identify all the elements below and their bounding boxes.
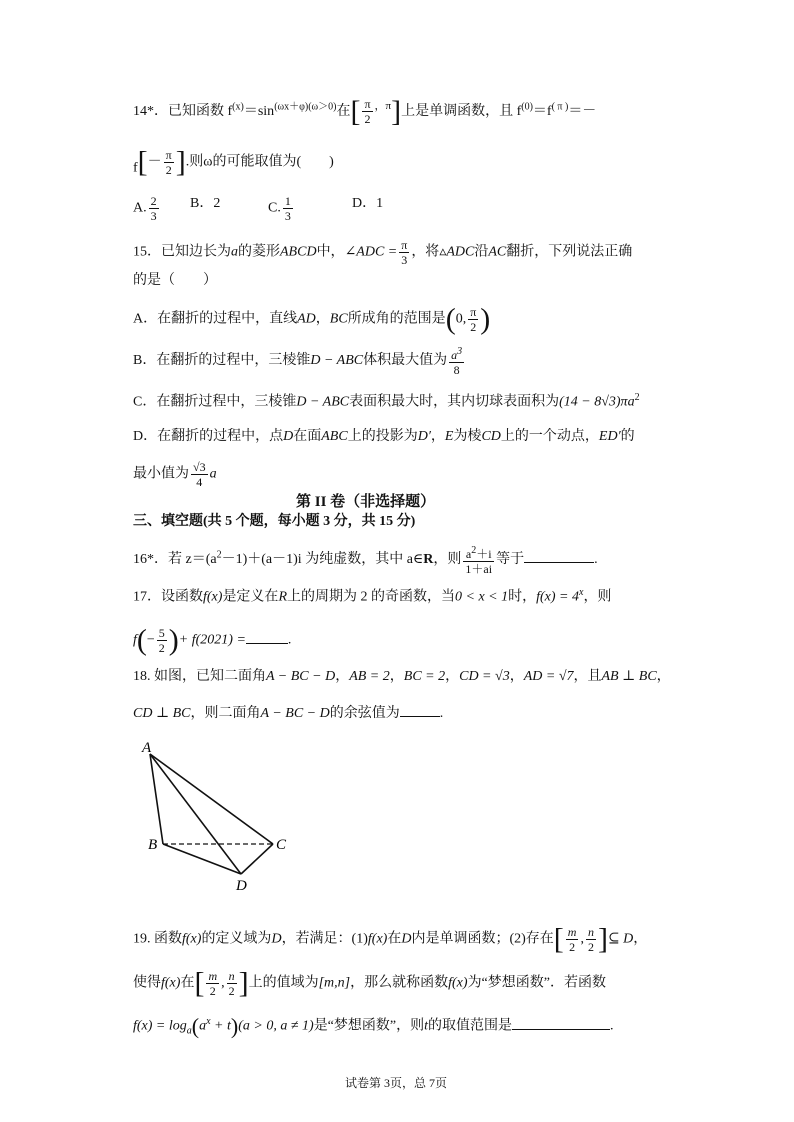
q15-text: A．在翻折的过程中，直线 [133,311,298,327]
q19-frac-m-2-b [206,969,219,998]
q14-line1 [133,96,596,126]
q19-text: 是“梦想函数”，则 [313,1018,425,1034]
q15-option-d [133,427,635,447]
frac-den: 8 [453,363,460,377]
q15-math: ABC [321,429,348,444]
q15-math: ABCD [280,244,317,260]
q19-frac-n-2-b [227,969,237,998]
q17-math: f(x) [203,589,223,605]
q16-text: (a [205,552,217,568]
q17-answer-blank[interactable] [246,629,288,644]
frac-num: ＋i [476,547,492,561]
q19-math: a [199,1018,207,1034]
q17-text: 时， [508,589,537,605]
q15-text: 上的投影为 [347,429,418,444]
q14-text: ， [374,100,386,112]
frac-num: m [567,925,577,939]
q19-text: ，那么就称函数 [350,975,449,991]
q15-text: 为棱 [453,429,482,444]
q15-text: 上的一个动点， [500,429,599,444]
q18-text: ，且 [573,669,602,684]
frac-den: 4 [196,475,203,489]
q15-math: ∠ADC = [344,244,398,260]
q16-text: 2 [216,549,222,561]
q16-text: 等于 [496,552,525,568]
q15-frac-pi-3 [399,238,409,267]
frac-num: 1 [284,194,291,208]
q15-text: ， [315,311,330,327]
q15-text: 体积最大值为 [363,353,448,369]
q19-math: x [206,1016,211,1027]
q15-math: E [444,429,454,444]
q19-math: f(x) [367,931,388,947]
q15-text: 最小值为 [133,466,189,482]
q17-line1 [133,583,611,608]
bracket-left: [ [350,94,361,128]
q14-text: ＝－ [568,104,597,119]
q15-frac-pi-2 [468,305,478,334]
q18-text: 18. 如图，已知二面角 [133,669,266,684]
q18-text: ，则二面角 [190,706,261,721]
dihedral-angle-figure [130,740,310,900]
q16-text: R [423,552,434,568]
page-footer: 试卷第 3页，总 7页 [345,1076,448,1090]
q19-math: f(x) [182,931,202,947]
frac-den: 2 [364,112,371,127]
q15-math: 2 [634,392,640,403]
q15-math: D − ABC [310,353,364,369]
q16-text: ，则 [433,552,462,568]
q19-line2: 使得f(x)在[ $\frac{m}{2}$ , $\frac{n}{2}$ ]上的值域为[m,n]，那么就称函数f(x)为“梦想函数”．若函数 [133,966,606,1000]
frac-den: 2 [587,940,594,954]
frac-num: 2 [150,194,157,208]
q16-frac [463,544,494,576]
q18-line1 [133,667,671,687]
frac-num: π [165,148,172,162]
frac-num: n [587,925,594,939]
q18-text: ， [656,669,671,684]
q19-text: ， [633,931,648,947]
frac-num: m [208,969,218,983]
q18-math: BC = 2 [403,669,446,684]
q14-text: 上是单调函数，且 f [401,104,522,119]
q19-math: f(x) [448,975,468,991]
q15-frac-a3-8 [449,345,464,377]
q19-math: f(x) [161,975,181,991]
q14-text: ＝f [532,104,552,119]
q19-text: 使得 [133,975,161,991]
q15-math: D [283,429,294,444]
q15-text: 15．已知边长为 [133,244,231,260]
q19-math: a [186,1025,192,1037]
vertex-label-b: B [148,837,158,853]
q15-text: 的 [620,429,635,444]
q15-math: CD [481,429,501,444]
q18-math: A − BC − D [266,669,336,684]
q18-text: 的余弦值为 [329,706,400,721]
frac-den: 1＋ai [465,562,493,576]
q19-frac-n-2 [586,925,596,954]
q15-text: 翻折，下列说法正确 [506,244,633,260]
q17-math: 0 < x < 1 [455,589,509,605]
q19-text: ，若满足：(1) [281,931,368,947]
frac-den: 2 [209,984,216,998]
q15-text: ，将 [411,244,440,260]
q18-math: CD = √3 [459,669,510,684]
q16-text: . [594,552,598,568]
q15-math: ED′ [598,429,621,444]
q19-text: 19. 函数 [133,931,182,947]
frac-den: 3 [401,253,408,267]
q18-text: ， [335,669,350,684]
option-label: C. [268,200,281,216]
q14-option-d: D．1 [352,196,384,211]
q15-text: 的菱形 [238,244,280,260]
frac-den: 3 [150,209,157,223]
bracket-right: ] [597,922,608,956]
section-title: 第 II 卷（非选择题） [296,494,436,510]
q19-line1: 19. 函数f(x)的定义域为D，若满足：(1)f(x)在D内是单调函数；(2)存在[ $\frac{m}{2}$ , $\frac{n}{2}$ ]⊆ D， [133,922,648,956]
q18-math: AB ⊥ BC [601,669,657,684]
q19-text: 在 [180,975,195,991]
q15-option-b [133,345,466,377]
frac-den: 2 [569,940,576,954]
q14-text: 14*．已知函数 f [133,104,233,119]
paren-right: ) [168,623,179,657]
q19-math: f(x) = log [133,1018,187,1034]
q18-math: CD ⊥ BC [133,706,191,721]
q17-text: . [287,632,292,648]
frac-num: 5 [158,626,165,640]
q18-text: ， [445,669,460,684]
q19-text: 上的值域为 [248,975,319,991]
bracket-left: [ [553,922,564,956]
q18-math: AB = 2 [349,669,390,684]
frac-sup: 2 [471,545,477,556]
q17-text: 上的周期为 2 的奇函数，当 [287,589,455,605]
edge-ac [150,754,273,844]
q16-line [133,544,598,576]
q16-answer-blank[interactable] [524,548,594,563]
q14-text: (ωx＋φ)(ω＞0) [274,101,337,113]
q15-text: 表面积最大时，其内切球表面积为 [349,394,560,410]
q19-line3 [133,1012,614,1041]
frac-den: 3 [284,209,291,223]
q16-text: 16*．若 z＝ [133,552,206,568]
q17-math: + f(2021) = [178,632,246,648]
q17-math: f(x) = 4 [536,589,579,605]
vertex-label-d: D [236,878,247,894]
vertex-label-a: A [142,740,152,756]
q15-option-c [133,388,640,413]
q19-math: ⊆ D [607,931,634,947]
q17-math: R [278,589,287,605]
frac-den: 2 [165,163,172,177]
q15-text: C．在翻折过程中，三棱锥 [133,394,297,410]
frac-num: π [470,305,477,319]
q14-text: ( π ) [551,101,569,113]
q18-text: ， [389,669,404,684]
q18-math: AD = √7 [523,669,574,684]
vertex-label-c: C [276,837,287,853]
q14-text: (0) [521,101,533,113]
q18-math: A − BC − D [260,706,330,721]
q15-text: 所成角的范围是 [347,311,446,327]
q17-math: − [146,632,155,648]
q15-math: a [209,466,217,482]
q19-frac-m-2 [566,925,579,954]
q16-text: －1)＋(a－1)i 为纯虚数，其中 a∈ [221,552,424,568]
q15-option-a [133,302,491,336]
q17-text: 是定义在 [222,589,279,605]
q17-text: 17．设函数 [133,589,203,605]
q19-math: D [271,931,282,947]
paren-left: ( [191,1013,200,1039]
q17-math: x [578,587,584,598]
q15-frac-sqrt3-4 [191,460,208,489]
q17-frac-5-2 [157,626,167,655]
edge-cd [241,844,273,874]
q15-text: B．在翻折的过程中，三棱锥 [133,353,311,369]
q19-text: . [610,1018,614,1034]
q14-option-b: B．2 [190,196,221,211]
option-c-frac [283,194,293,223]
q18-text: ， [509,669,524,684]
q15-math: BC [329,311,348,327]
q15-text: 在面 [293,429,322,444]
frac-den: 2 [158,641,165,655]
frac-num: n [228,969,235,983]
q14-frac-pi-2 [362,97,372,126]
bracket-right: ] [391,94,402,128]
q19-text: 内是单调函数；(2)存在 [411,931,554,947]
paren-right: ) [480,302,491,336]
q15-math: 0, [455,311,467,327]
q15-math: (14 − 8√3)πa [559,394,635,410]
bracket-left: [ [194,966,205,1000]
q14-text: .则ω的可能取值为( ) [185,154,334,170]
q14-text: f [133,160,138,176]
frac-den: 2 [470,320,477,334]
q18-text: . [439,706,444,721]
q14-option-a [133,194,161,223]
q19-text: 为“梦想函数”．若函数 [467,975,606,991]
q18-answer-blank[interactable] [400,702,440,717]
q14-text: π [385,100,392,112]
option-label: A. [133,200,147,216]
q19-math: D [401,931,412,947]
q19-math: [m,n] [318,975,351,991]
q15-math: ▵ADC [439,244,475,260]
bracket-right: ] [238,966,249,1000]
q15-math: D − ABC [296,394,350,410]
frac-num: π [401,238,408,252]
q15-math: a [231,244,238,260]
frac-num: √3 [193,460,206,474]
q17-line2 [133,623,292,657]
q14-line2 [133,145,334,179]
paren-left: ( [136,623,147,657]
q14-text: (x) [232,101,244,113]
q15-math: AC [488,244,507,260]
q15-text: D．在翻折的过程中，点 [133,429,284,444]
option-a-frac [149,194,159,223]
bracket-left: [ [137,145,148,179]
q19-math: (a > 0, a ≠ 1) [238,1018,314,1034]
q14-text: － [147,154,162,170]
q15-text: 中， [316,244,345,260]
q17-text: ，则 [583,589,612,605]
q19-text: 的定义域为 [201,931,272,947]
q18-line2 [133,702,443,724]
q15-line1 [133,238,632,267]
frac-num: a [451,348,458,362]
q15-math: AD [297,311,316,327]
q14-option-c [268,194,295,223]
q19-text: 在 [387,931,402,947]
q15-math: D′ [417,429,431,444]
paren-left: ( [445,302,456,336]
q19-math: t [424,1018,429,1034]
q15-line2: 的是（ ） [133,273,217,288]
frac-num: a [465,547,472,561]
q15-option-d-line2 [133,460,217,489]
frac-den: 2 [228,984,235,998]
q14-text: 在 [336,104,351,119]
q15-text: 沿 [474,244,489,260]
q15-text: ， [430,429,445,444]
frac-sup: 3 [457,346,463,357]
q17-math: f [133,632,137,648]
q19-math: + t [210,1018,231,1034]
q19-text: 的取值范围是 [428,1018,513,1034]
q14-frac-neg-pi-2 [164,148,174,177]
q19-answer-blank[interactable] [512,1015,610,1030]
q14-text: ＝sin [243,104,275,119]
frac-num: π [364,97,371,112]
paren-right: ) [230,1013,239,1039]
bracket-right: ] [175,145,186,179]
section-subtitle: 三、填空题(共 5 个题，每小题 3 分，共 15 分) [133,514,416,529]
